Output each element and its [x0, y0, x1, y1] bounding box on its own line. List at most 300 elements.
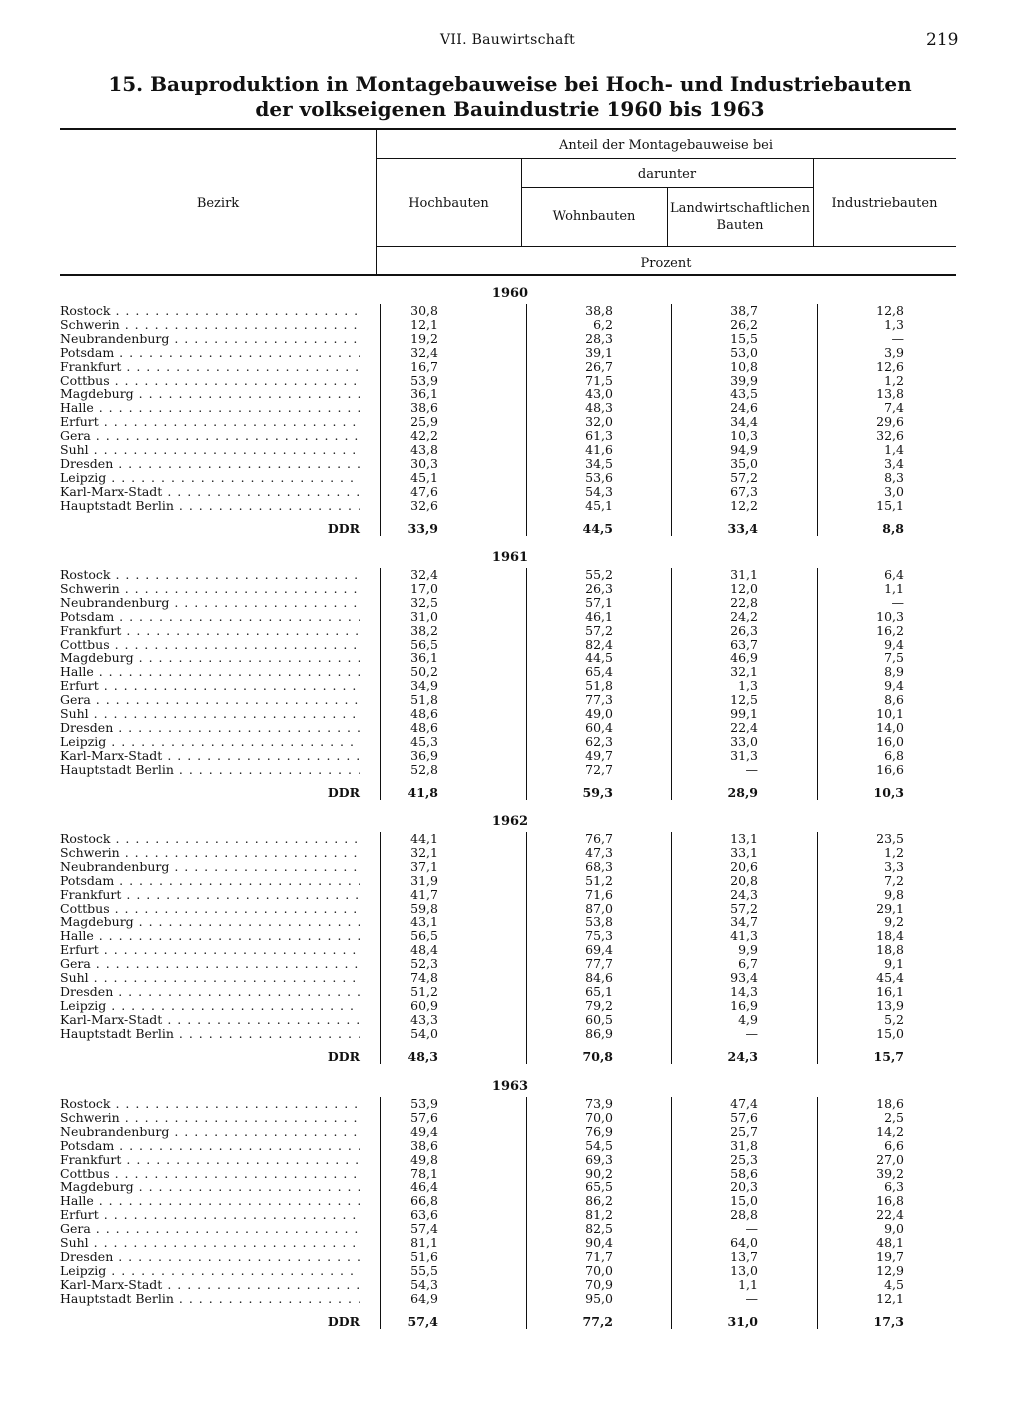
value-cell: 34,7: [730, 914, 758, 930]
table-row: [0, 693, 1024, 707]
value-cell: 53,6: [585, 469, 613, 485]
table-row: [0, 346, 1024, 360]
value-cell: 65,1: [585, 983, 613, 999]
value-cell: 51,8: [410, 692, 438, 708]
value-cell: 84,6: [585, 970, 613, 985]
bezirk-name: Hauptstadt Berlin . . .: [60, 1027, 360, 1041]
table-row: [0, 401, 1024, 415]
value-cell: 62,3: [585, 733, 613, 749]
bezirk-name: Schwerin . . .: [60, 846, 360, 860]
value-cell: 48,6: [410, 706, 438, 721]
ddr-value-cell: 33,4: [727, 520, 758, 536]
value-cell: 22,4: [876, 1207, 904, 1223]
year-heading: 1963: [491, 1079, 529, 1094]
bezirk-name: Leipzig . . .: [60, 735, 360, 749]
value-cell: 3,9: [884, 344, 904, 360]
table-row: [0, 1097, 1024, 1111]
value-cell: 1,3: [884, 316, 904, 332]
value-cell: 57,1: [585, 594, 613, 610]
ddr-label: DDR: [327, 1048, 360, 1064]
bezirk-name: Hauptstadt Berlin . . .: [60, 763, 360, 777]
value-cell: 15,0: [730, 1193, 758, 1209]
value-cell: 72,7: [585, 761, 613, 777]
value-cell: 37,1: [410, 858, 438, 874]
value-cell: 12,6: [876, 358, 904, 374]
value-cell: 34,5: [585, 455, 613, 471]
value-cell: 49,0: [585, 706, 613, 721]
bezirk-name: Erfurt . . .: [60, 943, 360, 957]
value-cell: 20,8: [730, 872, 758, 888]
value-cell: 34,9: [410, 678, 438, 694]
value-cell: 9,4: [884, 678, 904, 694]
value-cell: 48,3: [585, 400, 613, 416]
value-cell: 3,0: [884, 483, 904, 499]
table-row: [0, 860, 1024, 874]
column-divider: [817, 304, 818, 536]
value-cell: 86,2: [585, 1193, 613, 1209]
value-cell: 32,5: [410, 594, 438, 610]
value-cell: 3,4: [884, 455, 904, 471]
value-cell: 51,8: [585, 678, 613, 694]
table-row: [0, 1013, 1024, 1027]
table-header-bottom-rule: [60, 274, 956, 276]
header-bezirk: Bezirk: [196, 196, 240, 211]
value-cell: —: [745, 1290, 758, 1306]
bezirk-name: Halle . . .: [60, 929, 360, 943]
value-cell: 64,0: [730, 1235, 758, 1250]
value-cell: 63,6: [410, 1207, 438, 1223]
value-cell: 36,1: [410, 386, 438, 402]
header-unit: Prozent: [640, 256, 692, 271]
value-cell: 8,9: [884, 664, 904, 680]
column-divider: [817, 568, 818, 800]
value-cell: 6,8: [884, 747, 904, 763]
table-row: [0, 665, 1024, 679]
table-row: [0, 1111, 1024, 1125]
value-cell: 45,3: [410, 733, 438, 749]
year-heading: 1960: [491, 286, 529, 301]
bezirk-name: Schwerin . . .: [60, 1111, 360, 1125]
table-row: [0, 610, 1024, 624]
header-darunter: darunter: [637, 167, 697, 182]
value-cell: 50,2: [410, 664, 438, 680]
value-cell: 18,8: [876, 942, 904, 958]
column-divider: [380, 304, 381, 536]
ddr-total-row: [0, 786, 1024, 800]
table-row: [0, 1264, 1024, 1278]
value-cell: 31,8: [730, 1137, 758, 1153]
value-cell: 1,2: [884, 844, 904, 860]
value-cell: 19,7: [876, 1248, 904, 1264]
value-cell: 81,1: [410, 1235, 438, 1250]
running-head: VII. Bauwirtschaft: [440, 32, 576, 48]
column-divider: [671, 832, 672, 1064]
value-cell: 43,0: [585, 386, 613, 402]
bezirk-name: Karl-Marx-Stadt . . .: [60, 1013, 360, 1027]
value-cell: 57,6: [730, 1109, 758, 1125]
table-row: [0, 902, 1024, 916]
header-wohnbauten: Wohnbauten: [552, 209, 636, 224]
value-cell: 6,2: [593, 316, 613, 332]
value-cell: 14,0: [876, 719, 904, 735]
value-cell: 9,9: [738, 942, 758, 958]
value-cell: 32,1: [410, 844, 438, 860]
value-cell: 25,9: [410, 414, 438, 430]
value-cell: 38,6: [410, 400, 438, 416]
value-cell: 27,0: [876, 1151, 904, 1167]
value-cell: 22,4: [730, 719, 758, 735]
value-cell: 35,0: [730, 455, 758, 471]
table-row: [0, 749, 1024, 763]
value-cell: 77,3: [585, 692, 613, 708]
value-cell: 16,9: [730, 997, 758, 1013]
value-cell: 9,0: [884, 1221, 904, 1237]
value-cell: 38,7: [730, 303, 758, 318]
bezirk-name: Suhl . . .: [60, 707, 360, 721]
value-cell: 38,8: [585, 303, 613, 318]
value-cell: 43,1: [410, 914, 438, 930]
ddr-value-cell: 24,3: [727, 1048, 758, 1064]
value-cell: 13,0: [730, 1262, 758, 1278]
table-row: [0, 304, 1024, 318]
value-cell: 14,3: [730, 983, 758, 999]
ddr-value-cell: 48,3: [407, 1048, 438, 1064]
bezirk-name: Erfurt . . .: [60, 1208, 360, 1222]
value-cell: 41,3: [730, 928, 758, 944]
ddr-value-cell: 59,3: [582, 784, 613, 800]
value-cell: 3,3: [884, 858, 904, 874]
table-row: [0, 943, 1024, 957]
bezirk-name: Magdeburg . . .: [60, 387, 360, 401]
value-cell: 31,1: [730, 567, 758, 582]
table-row: [0, 1125, 1024, 1139]
ddr-value-cell: 70,8: [582, 1048, 613, 1064]
value-cell: 16,2: [876, 622, 904, 638]
ddr-value-cell: 44,5: [582, 520, 613, 536]
table-row: [0, 915, 1024, 929]
table-row: [0, 457, 1024, 471]
bezirk-name: Dresden . . .: [60, 1250, 360, 1264]
value-cell: 31,3: [730, 747, 758, 763]
value-cell: 12,1: [876, 1290, 904, 1306]
column-divider: [671, 1097, 672, 1329]
value-cell: 32,4: [410, 344, 438, 360]
header-landwirtschaftliche-bauten: [667, 200, 813, 234]
value-cell: 64,9: [410, 1290, 438, 1306]
value-cell: 32,6: [876, 428, 904, 444]
value-cell: 16,1: [876, 983, 904, 999]
value-cell: 18,4: [876, 928, 904, 944]
value-cell: 41,6: [585, 442, 613, 457]
value-cell: 45,4: [876, 970, 904, 985]
bezirk-name: Leipzig . . .: [60, 999, 360, 1013]
value-cell: 28,3: [585, 330, 613, 346]
value-cell: 57,6: [410, 1109, 438, 1125]
bezirk-name: Hauptstadt Berlin . . .: [60, 499, 360, 513]
value-cell: 26,3: [730, 622, 758, 638]
value-cell: 44,5: [585, 650, 613, 666]
table-row: [0, 415, 1024, 429]
value-cell: 24,3: [730, 886, 758, 902]
value-cell: 51,2: [585, 872, 613, 888]
value-cell: 51,6: [410, 1248, 438, 1264]
value-cell: 46,1: [585, 608, 613, 624]
bezirk-name: Neubrandenburg . . .: [60, 332, 360, 346]
bezirk-name: Cottbus . . .: [60, 1167, 360, 1181]
column-divider: [526, 304, 527, 536]
bezirk-name: Frankfurt . . .: [60, 624, 360, 638]
value-cell: 33,0: [730, 733, 758, 749]
value-cell: 79,2: [585, 997, 613, 1013]
bezirk-name: Dresden . . .: [60, 721, 360, 735]
value-cell: 66,8: [410, 1193, 438, 1209]
table-row: [0, 582, 1024, 596]
table-row: [0, 846, 1024, 860]
value-cell: 32,6: [410, 497, 438, 513]
bezirk-name: Dresden . . .: [60, 457, 360, 471]
value-cell: —: [891, 594, 904, 610]
ddr-value-cell: 31,0: [727, 1313, 758, 1329]
value-cell: 57,4: [410, 1221, 438, 1237]
value-cell: 54,3: [410, 1276, 438, 1292]
value-cell: 46,9: [730, 650, 758, 666]
ddr-total-row: [0, 522, 1024, 536]
table-row: [0, 999, 1024, 1013]
value-cell: 28,8: [730, 1207, 758, 1223]
value-cell: 43,5: [730, 386, 758, 402]
value-cell: 81,2: [585, 1207, 613, 1223]
value-cell: 71,5: [585, 372, 613, 388]
value-cell: 34,4: [730, 414, 758, 430]
value-cell: 19,2: [410, 330, 438, 346]
bezirk-name: Potsdam . . .: [60, 610, 360, 624]
column-divider: [671, 304, 672, 536]
value-cell: 44,1: [410, 831, 438, 846]
bezirk-name: Cottbus . . .: [60, 638, 360, 652]
table-row: [0, 957, 1024, 971]
value-cell: 75,3: [585, 928, 613, 944]
value-cell: 53,9: [410, 1096, 438, 1111]
title-line-2: der volkseigenen Bauindustrie 1960 bis 1963: [255, 97, 765, 121]
value-cell: 74,8: [410, 970, 438, 985]
ddr-total-row: [0, 1050, 1024, 1064]
table-row: [0, 1278, 1024, 1292]
value-cell: 10,3: [876, 608, 904, 624]
value-cell: 56,5: [410, 928, 438, 944]
bezirk-name: Rostock . . .: [60, 568, 360, 582]
value-cell: 8,6: [884, 692, 904, 708]
value-cell: 78,1: [410, 1165, 438, 1181]
value-cell: 76,9: [585, 1123, 613, 1139]
bezirk-name: Potsdam . . .: [60, 1139, 360, 1153]
value-cell: 99,1: [730, 706, 758, 721]
value-cell: 5,2: [884, 1011, 904, 1027]
table-row: [0, 679, 1024, 693]
value-cell: 8,3: [884, 469, 904, 485]
value-cell: 49,4: [410, 1123, 438, 1139]
table-row: [0, 1167, 1024, 1181]
value-cell: 48,1: [876, 1235, 904, 1250]
value-cell: 87,0: [585, 900, 613, 916]
bezirk-name: Frankfurt . . .: [60, 888, 360, 902]
header-industriebauten: Industriebauten: [831, 196, 938, 211]
value-cell: 1,1: [884, 580, 904, 596]
bezirk-name: Neubrandenburg . . .: [60, 1125, 360, 1139]
value-cell: 76,7: [585, 831, 613, 846]
table-row: [0, 499, 1024, 513]
value-cell: 29,1: [876, 900, 904, 916]
year-heading: 1962: [491, 814, 529, 829]
table-row: [0, 596, 1024, 610]
bezirk-name: Hauptstadt Berlin . . .: [60, 1292, 360, 1306]
value-cell: —: [745, 1221, 758, 1237]
value-cell: 54,5: [585, 1137, 613, 1153]
bezirk-name: Cottbus . . .: [60, 374, 360, 388]
table-row: [0, 1194, 1024, 1208]
value-cell: 56,5: [410, 636, 438, 652]
value-cell: 12,0: [730, 580, 758, 596]
bezirk-name: Karl-Marx-Stadt . . .: [60, 485, 360, 499]
value-cell: 20,3: [730, 1179, 758, 1195]
table-row: [0, 318, 1024, 332]
value-cell: 48,4: [410, 942, 438, 958]
value-cell: 32,0: [585, 414, 613, 430]
table-row: [0, 429, 1024, 443]
value-cell: 26,7: [585, 358, 613, 374]
value-cell: 39,9: [730, 372, 758, 388]
value-cell: 6,6: [884, 1137, 904, 1153]
table-row: [0, 763, 1024, 777]
bezirk-name: Gera . . .: [60, 429, 360, 443]
value-cell: 45,1: [585, 497, 613, 513]
value-cell: —: [891, 330, 904, 346]
value-cell: 53,8: [585, 914, 613, 930]
ddr-value-cell: 33,9: [407, 520, 438, 536]
value-cell: 45,1: [410, 469, 438, 485]
value-cell: 18,6: [876, 1096, 904, 1111]
value-cell: 61,3: [585, 428, 613, 444]
table-row: [0, 651, 1024, 665]
value-cell: 90,4: [585, 1235, 613, 1250]
header-hochbauten: Hochbauten: [408, 196, 489, 211]
value-cell: 54,3: [585, 483, 613, 499]
bezirk-name: Cottbus . . .: [60, 902, 360, 916]
value-cell: 49,8: [410, 1151, 438, 1167]
value-cell: 4,9: [738, 1011, 758, 1027]
value-cell: 67,3: [730, 483, 758, 499]
table-top-rule: [60, 128, 956, 130]
value-cell: 16,8: [876, 1193, 904, 1209]
bezirk-name: Rostock . . .: [60, 1097, 360, 1111]
table-row: [0, 1222, 1024, 1236]
value-cell: 38,2: [410, 622, 438, 638]
value-cell: 42,2: [410, 428, 438, 444]
bezirk-name: Halle . . .: [60, 665, 360, 679]
bezirk-name: Frankfurt . . .: [60, 1153, 360, 1167]
table-row: [0, 929, 1024, 943]
value-cell: 25,7: [730, 1123, 758, 1139]
ddr-value-cell: 8,8: [882, 520, 904, 536]
value-cell: 36,1: [410, 650, 438, 666]
value-cell: 52,8: [410, 761, 438, 777]
table-row: [0, 360, 1024, 374]
value-cell: 70,9: [585, 1276, 613, 1292]
bezirk-name: Frankfurt . . .: [60, 360, 360, 374]
value-cell: 70,0: [585, 1262, 613, 1278]
header-rule-anteil: [376, 158, 956, 159]
value-cell: 57,2: [730, 469, 758, 485]
value-cell: 59,8: [410, 900, 438, 916]
value-cell: 12,9: [876, 1262, 904, 1278]
table-row: [0, 721, 1024, 735]
value-cell: 82,5: [585, 1221, 613, 1237]
value-cell: 1,3: [738, 678, 758, 694]
value-cell: 6,3: [884, 1179, 904, 1195]
value-cell: 1,4: [884, 442, 904, 457]
value-cell: 26,3: [585, 580, 613, 596]
header-landw-line-1: Landwirtschaftlichen: [670, 201, 810, 216]
value-cell: 71,6: [585, 886, 613, 902]
value-cell: 13,8: [876, 386, 904, 402]
value-cell: 36,9: [410, 747, 438, 763]
value-cell: 77,7: [585, 956, 613, 972]
header-anteil: Anteil der Montagebauweise bei: [558, 138, 774, 153]
value-cell: 32,4: [410, 567, 438, 582]
bezirk-name: Halle . . .: [60, 1194, 360, 1208]
value-cell: 9,1: [884, 956, 904, 972]
value-cell: 55,5: [410, 1262, 438, 1278]
title-line-1: 15. Bauproduktion in Montagebauweise bei Hoch- und Industriebauten: [108, 72, 912, 96]
table-row: [0, 1292, 1024, 1306]
value-cell: 60,5: [585, 1011, 613, 1027]
value-cell: 53,0: [730, 344, 758, 360]
value-cell: 13,7: [730, 1248, 758, 1264]
value-cell: 16,6: [876, 761, 904, 777]
value-cell: 58,6: [730, 1165, 758, 1181]
bezirk-name: Halle . . .: [60, 401, 360, 415]
value-cell: 86,9: [585, 1025, 613, 1041]
value-cell: 54,0: [410, 1025, 438, 1041]
value-cell: 24,6: [730, 400, 758, 416]
value-cell: 90,2: [585, 1165, 613, 1181]
bezirk-name: Rostock . . .: [60, 304, 360, 318]
value-cell: 20,6: [730, 858, 758, 874]
year-heading: 1961: [491, 550, 529, 565]
value-cell: 2,5: [884, 1109, 904, 1125]
value-cell: 30,8: [410, 303, 438, 318]
table-row: [0, 1250, 1024, 1264]
table-row: [0, 735, 1024, 749]
value-cell: 65,4: [585, 664, 613, 680]
value-cell: 41,7: [410, 886, 438, 902]
value-cell: 7,2: [884, 872, 904, 888]
value-cell: 43,8: [410, 442, 438, 457]
value-cell: 94,9: [730, 442, 758, 457]
value-cell: 39,1: [585, 344, 613, 360]
bezirk-name: Potsdam . . .: [60, 346, 360, 360]
bezirk-name: Schwerin . . .: [60, 318, 360, 332]
value-cell: 7,5: [884, 650, 904, 666]
bezirk-name: Neubrandenburg . . .: [60, 860, 360, 874]
table-row: [0, 387, 1024, 401]
value-cell: 65,5: [585, 1179, 613, 1195]
value-cell: 46,4: [410, 1179, 438, 1195]
value-cell: 73,9: [585, 1096, 613, 1111]
bezirk-name: Neubrandenburg . . .: [60, 596, 360, 610]
column-divider: [671, 568, 672, 800]
value-cell: 31,9: [410, 872, 438, 888]
value-cell: 22,8: [730, 594, 758, 610]
